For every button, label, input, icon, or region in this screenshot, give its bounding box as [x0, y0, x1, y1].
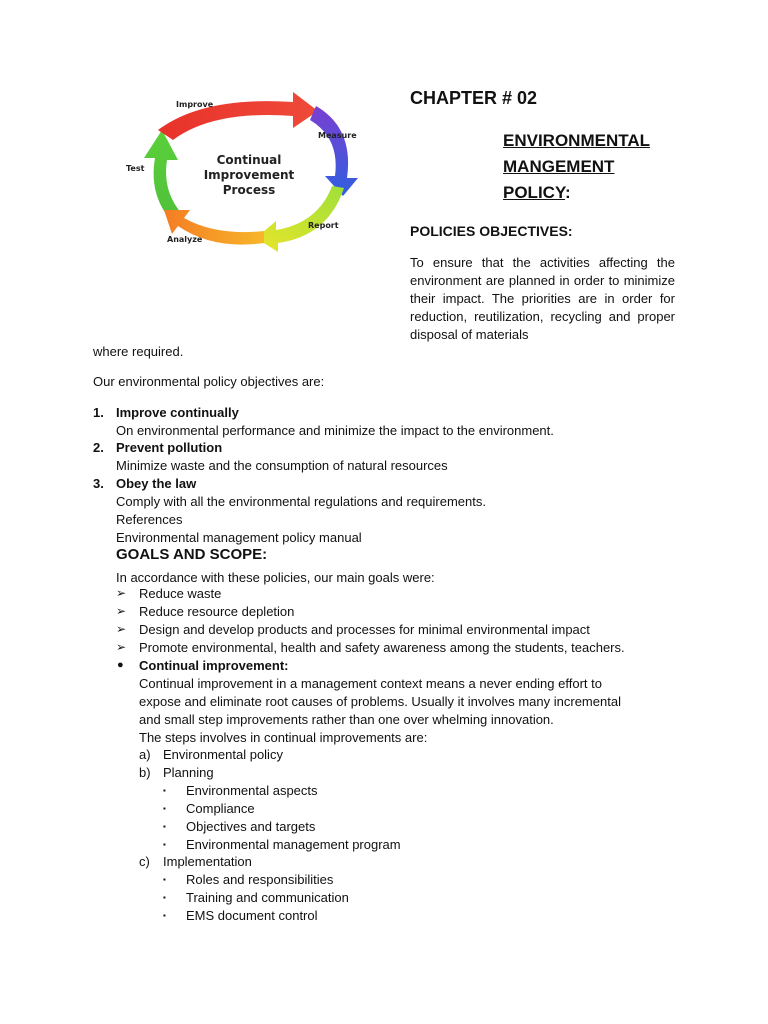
square-bullet-icon: ▪ [163, 786, 166, 795]
objective-number: 2. [93, 440, 104, 455]
sub-item: Roles and responsibilities [186, 872, 334, 887]
continual-improvement-diagram [118, 88, 380, 258]
diagram-label-improve: Improve [176, 100, 214, 109]
round-bullet-icon: ● [117, 659, 124, 671]
title-line-2: MANGEMENT [503, 157, 615, 176]
title-line-1: ENVIRONMENTAL [503, 131, 651, 150]
diagram-label-analyze: Analyze [167, 235, 203, 244]
arrow-bullet-icon: ➢ [116, 604, 127, 618]
arrow-bullet-icon: ➢ [116, 640, 127, 654]
cycle-graphic [118, 88, 380, 258]
objectives-lead: Our environmental policy objectives are: [93, 374, 325, 389]
sub-item: Objectives and targets [186, 819, 316, 834]
diagram-label-measure: Measure [318, 131, 357, 140]
step-label: Implementation [163, 854, 252, 869]
chapter-heading: CHAPTER # 02 [410, 88, 538, 108]
step-label: Environmental policy [163, 747, 283, 762]
continual-para-line: and small step improvements rather than one over whelming innovation. [139, 712, 554, 727]
intro-continued: where required. [93, 344, 184, 359]
objective-number: 1. [93, 405, 104, 420]
sub-item: Compliance [186, 801, 255, 816]
diagram-center-line-1: Continual [216, 153, 282, 167]
continual-para-line: expose and eliminate root causes of problems. Usually it involves many incremental [139, 694, 621, 709]
title-colon: : [565, 183, 571, 202]
objective-number: 3. [93, 476, 104, 491]
goals-lead: In accordance with these policies, our main goals were: [116, 570, 435, 585]
goal-item: Reduce resource depletion [139, 604, 295, 619]
step-letter: c) [139, 854, 150, 869]
sub-item: Training and communication [186, 890, 349, 905]
goal-item: Reduce waste [139, 586, 222, 601]
square-bullet-icon: ▪ [163, 840, 166, 849]
goal-item: Promote environmental, health and safety awareness among the students, teachers. [139, 640, 625, 655]
title-line-3: POLICY [503, 183, 566, 202]
arrow-bullet-icon: ➢ [116, 586, 127, 600]
square-bullet-icon: ▪ [163, 804, 166, 813]
objective-desc: On environmental performance and minimize the impact to the environment. [116, 423, 554, 438]
steps-lead: The steps involves in continual improvements are: [139, 730, 428, 745]
intro-paragraph: To ensure that the activities affecting the environment are planned in order to minimize their impact. The priorities are in order for reduction, reutilization, recycling and proper disposal of materials [410, 255, 675, 342]
arrow-bullet-icon: ➢ [116, 622, 127, 636]
square-bullet-icon: ▪ [163, 875, 166, 884]
sub-item: Environmental management program [186, 837, 401, 852]
sub-item: Environmental aspects [186, 783, 318, 798]
references-label: References [116, 512, 183, 527]
goals-heading: GOALS AND SCOPE: [116, 546, 268, 563]
objective-desc: Comply with all the environmental regulations and requirements. [116, 494, 486, 509]
step-label: Planning [163, 765, 214, 780]
objective-desc: Minimize waste and the consumption of natural resources [116, 458, 448, 473]
square-bullet-icon: ▪ [163, 893, 166, 902]
continual-title: Continual improvement: [139, 658, 289, 673]
objective-title: Improve continually [116, 405, 239, 420]
arrow-segment-measure [310, 106, 358, 196]
continual-para-line: Continual improvement in a management context means a never ending effort to [139, 676, 602, 691]
goal-item: Design and develop products and processes for minimal environmental impact [139, 622, 590, 637]
diagram-label-report: Report [308, 221, 339, 230]
policy-title [503, 128, 650, 206]
square-bullet-icon: ▪ [163, 911, 166, 920]
objectives-heading: POLICIES OBJECTIVES: [410, 223, 573, 239]
references-value: Environmental management policy manual [116, 530, 362, 545]
diagram-center-line-2: Improvement [203, 168, 295, 182]
step-letter: b) [139, 765, 151, 780]
square-bullet-icon: ▪ [163, 822, 166, 831]
objective-title: Prevent pollution [116, 440, 223, 455]
objective-title: Obey the law [116, 476, 197, 491]
diagram-center-line-3: Process [222, 183, 276, 197]
diagram-label-test: Test [126, 164, 145, 173]
sub-item: EMS document control [186, 908, 318, 923]
step-letter: a) [139, 747, 151, 762]
